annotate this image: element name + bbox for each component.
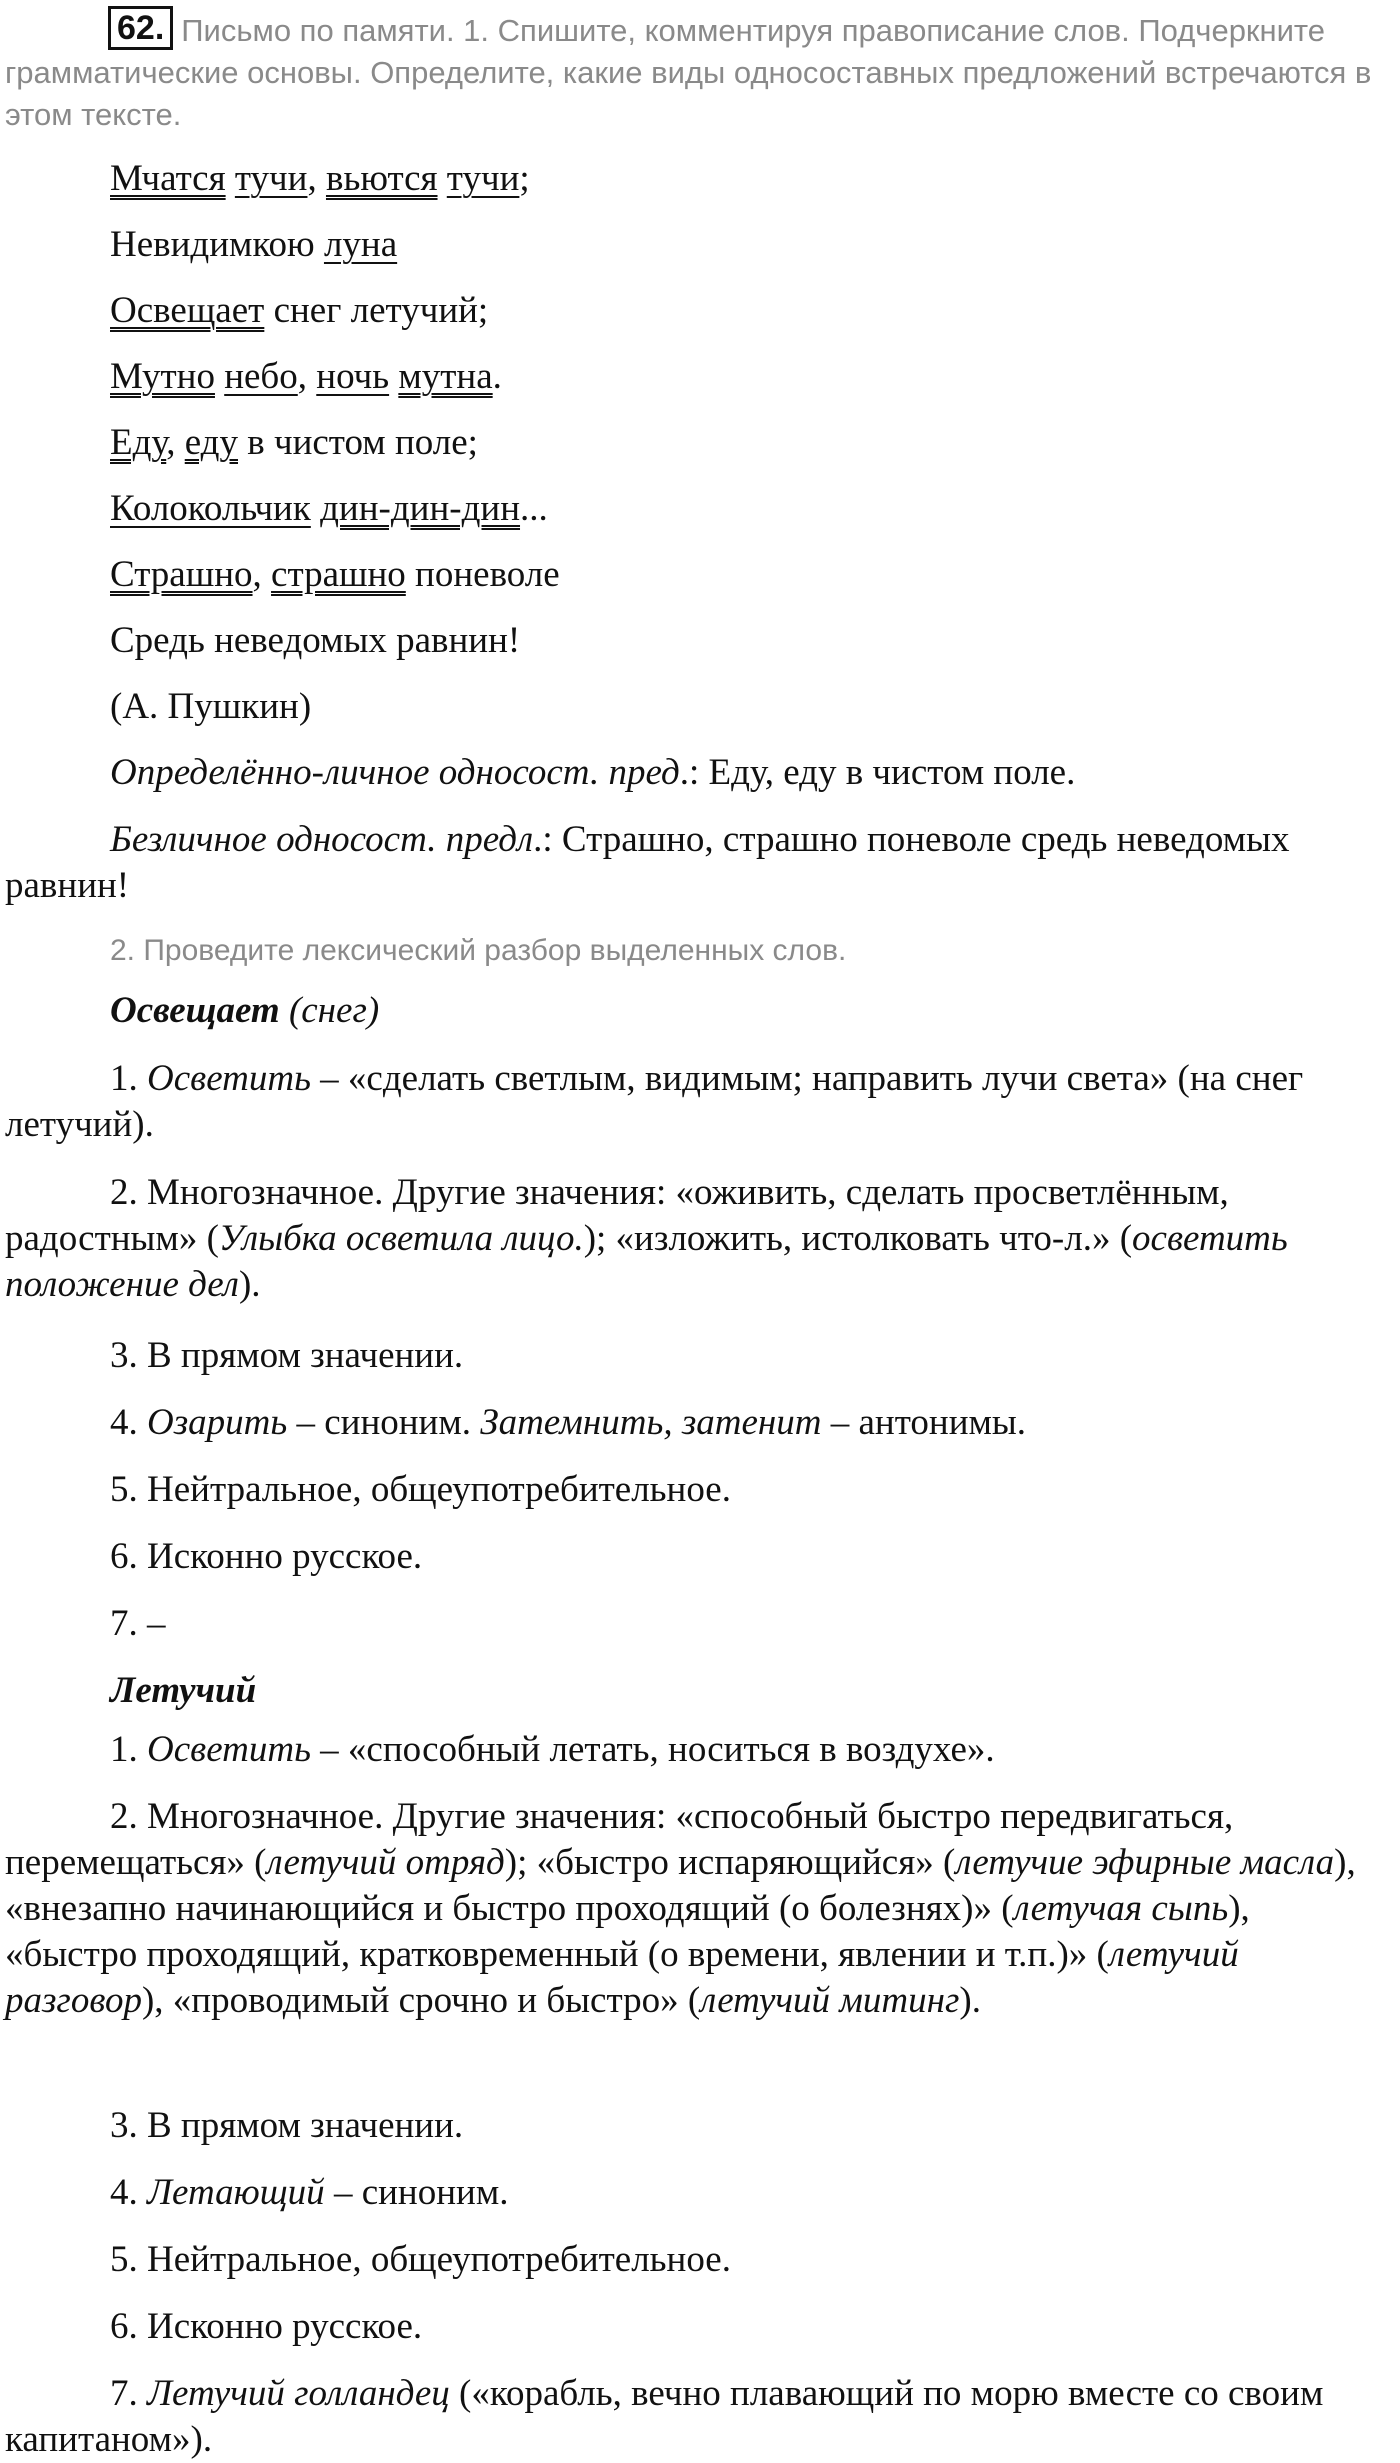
poem-line-2 [110,222,397,268]
space [438,158,447,199]
analysis-item-5: 5. Нейтральное, общеупотребительное. [110,2239,731,2280]
item-text: ), «внезапно начинающийся и быстро проходящий (о болезнях)» ( [5,1842,1356,1929]
punct: , [297,356,317,397]
analysis-item-2 [5,1794,1390,2024]
type-label: Безличное односост. предл [110,819,534,860]
item-text: – «сделать светлым, видимым; направить лучи света» (на снег летучий). [5,1058,1304,1145]
subject: небо [224,356,298,397]
predicate: Еду [110,422,167,463]
item-number: 1. [110,1058,147,1099]
task-instruction [5,6,1390,136]
subject: тучи [446,158,520,199]
word-heading-osveshchaet [110,988,379,1034]
item-number: 1. [110,1729,147,1770]
lemma: Осветить [147,1729,311,1770]
example: Улыбка осветила лицо. [218,1218,584,1259]
predicate: мутна [398,356,493,397]
example: летучий разговор [5,1934,1239,2021]
type-label: Определённо-личное односост. пред [110,752,680,793]
poem-author: (А. Пушкин) [110,686,312,727]
analysis-item-5: 5. Нейтральное, общеупотребительное. [110,1469,731,1510]
example: осветить положение дел [5,1218,1288,1305]
subject: ночь [316,356,390,397]
subject: Колокольчик [110,488,311,529]
space [389,356,398,397]
item-text: ); «быстро испаряющийся» ( [504,1842,956,1883]
text: ... [520,488,548,529]
item-text: ). [959,1980,981,2021]
punct: , [252,554,272,595]
analysis-item-3: 3. В прямом значении. [110,2105,464,2146]
item-number: 4. [110,1402,147,1443]
predicate: страшно [271,554,406,595]
punct: , [307,158,326,199]
punct: , [166,422,185,463]
item-text: ), «проводимый срочно и быстро» ( [141,1980,701,2021]
item-text: ), «быстро проходящий, кратковременный (о времени, явлении и т.п.)» ( [5,1888,1250,1975]
analysis-item-3: 3. В прямом значении. [110,1335,464,1376]
analysis-item-1 [5,1056,1390,1148]
predicate: Мчатся [110,158,226,199]
analysis-item-4 [110,1400,1026,1446]
predicate: еду [184,422,238,463]
poem-line-3 [110,288,488,334]
type-example: .: Еду, еду в чистом поле. [679,752,1076,793]
analysis-item-2 [5,1170,1390,1308]
predicate: Мутно [110,356,215,397]
poem-line-8: Средь неведомых равнин! [110,620,521,661]
predicate: дин-дин-дин [320,488,521,529]
example: летучий отряд [266,1842,505,1883]
analysis-item-1 [110,1727,995,1773]
type-definite-personal [110,750,1075,796]
predicate: Страшно [110,554,253,595]
subject: луна [323,224,398,265]
text: поневоле [405,554,560,595]
type-example: .: Страшно, страшно поневоле средь неведомых равнин! [5,819,1290,906]
item-text: – антонимы. [821,1402,1027,1443]
analysis-item-7 [5,2371,1390,2463]
item-text: 2. Многозначное. Другие значения: «способный быстро передвигаться, перемещаться» ( [5,1796,1234,1883]
text: Невидимкою [110,224,324,265]
idiom: Летучий голландец [147,2373,450,2414]
lemma: Осветить [147,1058,311,1099]
analysis-item-6: 6. Исконно русское. [110,2306,423,2347]
poem-line-4 [110,354,502,400]
predicate: Освещает [110,290,265,331]
analysis-item-6: 6. Исконно русское. [110,1536,423,1577]
item-text: – синоним. [324,2172,509,2213]
task-2-instruction: 2. Проведите лексический разбор выделенных слов. [110,934,847,967]
synonym: Летающий [147,2172,325,2213]
heading-note: (снег) [279,990,380,1031]
punct: . [492,356,502,397]
antonyms: Затемнить, затенит [480,1402,822,1443]
heading-word: Летучий [110,1670,257,1711]
task-text: Письмо по памяти. 1. Спишите, комментируя правописание слов. Подчеркните грамматические основы. Определите, какие виды односоставных предложений встречаются в этом тексте. [5,13,1372,132]
item-number: 7. [110,2373,147,2414]
item-text: («корабль, вечно плавающий по морю вместе со своим капитаном»). [5,2373,1324,2460]
subject: тучи [234,158,308,199]
text: в чистом поле; [238,422,478,463]
poem-line-1 [110,156,530,202]
type-impersonal [5,817,1390,909]
item-text: 2. Многозначное. Другие значения: «оживить, сделать просветлённым, радостным» ( [5,1172,1229,1259]
text: снег летучий; [264,290,489,331]
poem-line-6 [110,486,548,532]
analysis-item-4 [110,2170,508,2216]
item-text: – синоним. [287,1402,481,1443]
example: летучая сыпь [1013,1888,1229,1929]
poem-line-5 [110,420,478,466]
poem-line-7 [110,552,560,598]
predicate: вьются [325,158,438,199]
example: летучие эфирные масла [955,1842,1335,1883]
item-text: ). [238,1264,261,1305]
item-number: 4. [110,2172,147,2213]
item-text: – «способный летать, носиться в воздухе». [310,1729,995,1770]
punct: ; [519,158,530,199]
item-text: ); «изложить, истолковать что-л.» ( [583,1218,1133,1259]
analysis-item-7: 7. – [110,1603,166,1644]
synonym: Озарить [147,1402,288,1443]
heading-word: Освещает [110,990,280,1031]
word-heading-letuchiy [110,1668,256,1714]
example: летучий митинг [700,1980,960,2021]
task-number: 62. [108,6,173,50]
